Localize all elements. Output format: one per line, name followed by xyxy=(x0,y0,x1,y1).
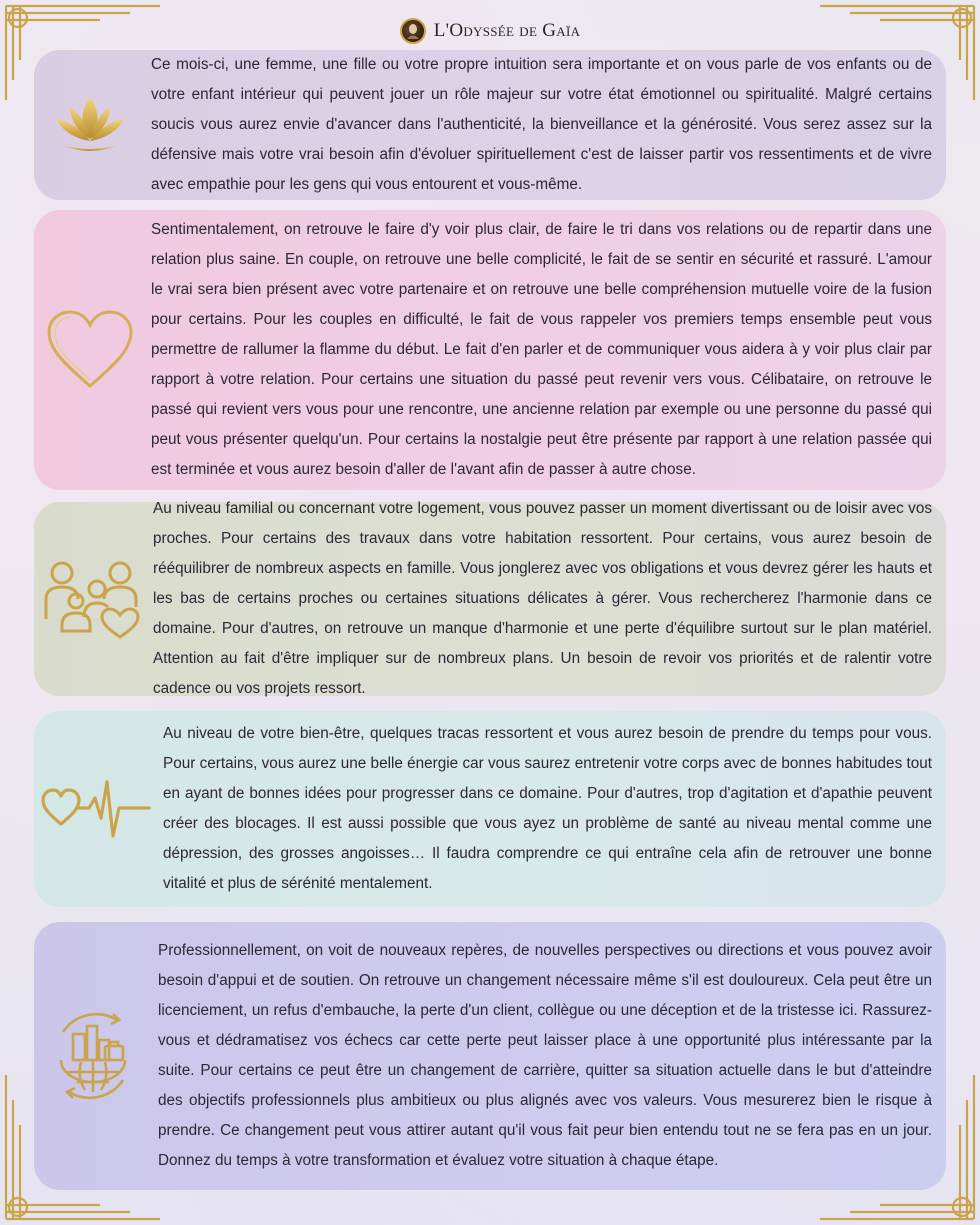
career-globe-icon xyxy=(34,922,152,1190)
section-text: Ce mois-ci, une femme, une fille ou votre propre intuition sera importante et on vous parle de vos enfants ou de votre enfant intérieur qui peuvent jouer un rôle majeur sur votre état émotionnel ou spiritualité. Malgré certains soucis vous aurez envie d'avancer dans l'authenticité, la bienveillance et la générosité. Vous serez assez sur la défensive mais votre vrai besoin afin d'évoluer spirituellement c'est de laisser partir vos ressentiments et de vivre avec empathie pour les gens qui vous entourent et vous-même. xyxy=(151,56,932,193)
section-family xyxy=(34,502,946,696)
brand-title: L'Odyssée de Gaïa xyxy=(433,20,581,41)
family-icon xyxy=(34,502,146,696)
heart-icon xyxy=(34,210,146,490)
section-text: Sentimentalement, on retrouve le faire d'y voir plus clair, de faire le tri dans vos relations ou de repartir dans une relation plus saine. En couple, on retrouve une belle complicité, le fait de se sentir en sécurité et rassuré. L'amour le vrai sera bien présent avec votre partenaire et on retrouve une belle compréhension mutuelle voire de la fusion pour certains. Pour les couples en difficulté, le fait de vous rappeler vos premiers temps ensemble peut vous permettre de rallumer la flamme du début. Le fait d'en parler et de communiquer vous aidera à y voir plus clair par rapport à votre relation. Pour certains une situation du passé peut revenir vers vous. Célibataire, on retrouve le passé qui revient vers vous pour une rencontre, une ancienne relation par exemple ou une personne du passé qui peut vous présenter quelqu'un. Pour certains la nostalgie peut être présente par rapport à une relation passée qui est terminée et vous aurez besoin d'aller de l'avant afin de passer à autre chose. xyxy=(151,221,932,478)
page-header xyxy=(0,16,980,46)
section-text: Au niveau de votre bien-être, quelques tracas ressortent et vous aurez besoin de prendre du temps pour vous. Pour certains, vous aurez une belle énergie car vous saurez entretenir votre corps avec de bonnes habitudes tout en ayant de bonnes idées pour progresser dans ce domaine. Pour d'autres, trop d'agitation et d'apathie peuvent créer des blocages. Il est aussi possible que vous ayez un problème de santé au niveau mental comme une dépression, des grosses angoisses… Il faudra comprendre ce qui entraîne cela afin de retrouver une bonne vitalité et plus de sérénité mentalement. xyxy=(163,725,932,892)
heartbeat-icon xyxy=(34,711,158,907)
portrait-logo-icon xyxy=(400,18,426,44)
section-text: Professionnellement, on voit de nouveaux repères, de nouvelles perspectives ou directions et vous pouvez avoir besoin d'appui et de soutien. On retrouve un changement nécessaire même s'il est douloureux. Cela peut être un licenciement, un refus d'embauche, la perte d'un client, collègue ou une déception et de la tristesse ici. Rassurez-vous et dédramatisez vos échecs car cette perte peut laisser place à une opportunité plus intéressante par la suite. Pour certains ce peut être un changement de carrière, quitter sa situation actuelle dans le but d'atteindre des objectifs professionnels plus ambitieux ou plus alignés avec vos valeurs. Vous mesurerez bien le risque à prendre. Ce changement peut vous attirer autant qu'il vous fait peur bien entendu tout ne se fera pas en un jour. Donnez du temps à votre transformation et évaluez votre situation à chaque étape. xyxy=(158,942,932,1169)
lotus-icon xyxy=(34,50,146,200)
section-spirituality xyxy=(34,50,946,200)
section-text: Au niveau familial ou concernant votre logement, vous pouvez passer un moment divertissant ou de loisir avec vos proches. Pour certains des travaux dans votre habitation ressortent. Pour certains, vous aurez besoin de rééquilibrer de nombreux aspects en famille. Vous jonglerez avec vos obligations et vous devrez gérer les hauts et les bas de certains proches ou certaines situations délicates à gérer. Vous rechercherez l'harmonie dans ce domaine. Pour d'autres, on retrouve un manque d'harmonie et une perte d'équilibre surtout sur le plan matériel. Attention au fait d'être impliquer sur de nombreux plans. Un besoin de revoir vos priorités et de ralentir votre cadence ou vos projets ressort. xyxy=(153,500,932,697)
section-career xyxy=(34,922,946,1190)
section-love xyxy=(34,210,946,490)
section-wellbeing xyxy=(34,711,946,907)
